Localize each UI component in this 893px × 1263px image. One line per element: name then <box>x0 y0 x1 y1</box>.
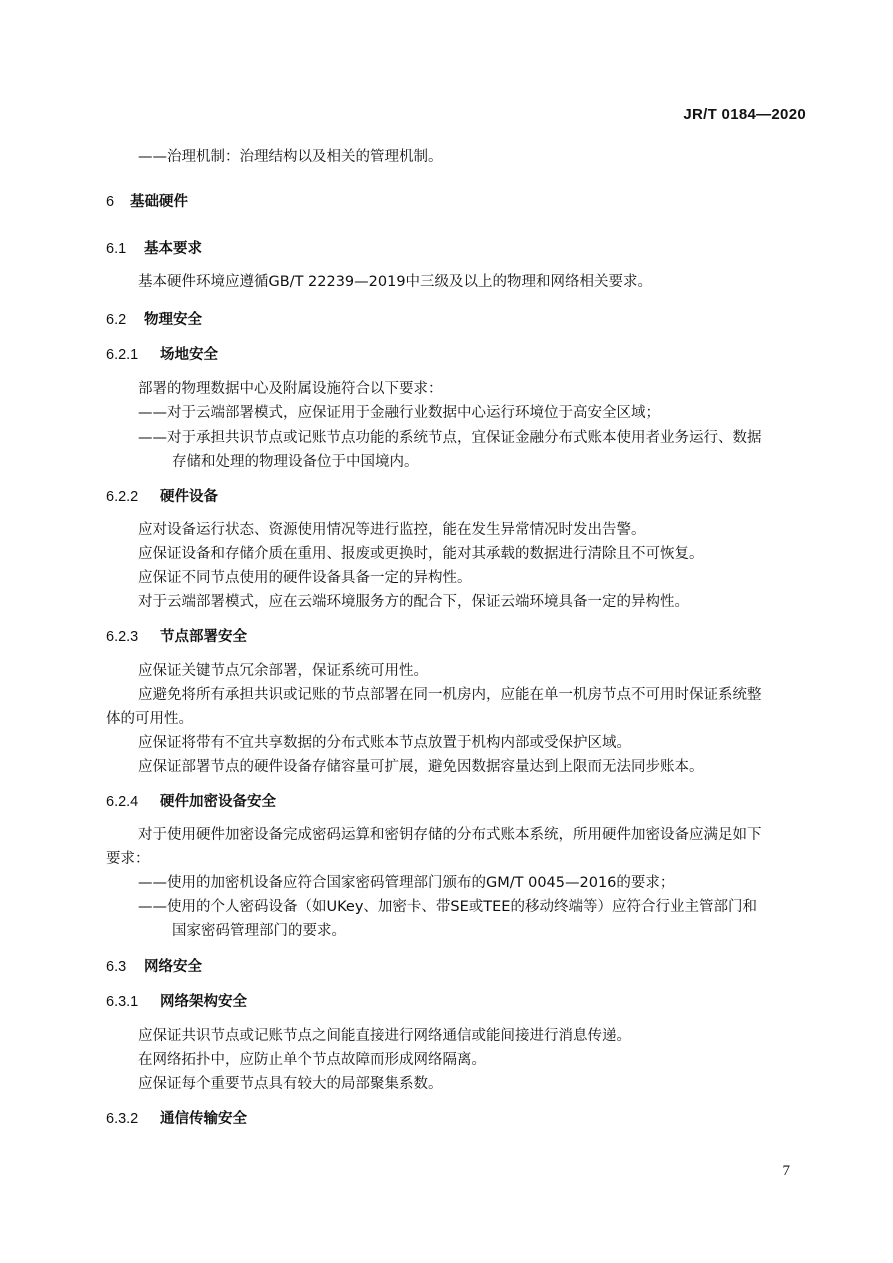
section-heading-6-2-2 <box>106 490 218 505</box>
list-item: ——使用的加密机设备应符合国家密码管理部门颁布的GM/T 0045—2016的要求； <box>138 875 675 891</box>
section-number: 6.2.3 <box>106 629 139 645</box>
paragraph: 在网络拓扑中，应防止单个节点故障而形成网络隔离。 <box>138 1052 486 1068</box>
paragraph: 对于云端部署模式，应在云端环境服务方的配合下，保证云端环境具备一定的异构性。 <box>138 594 689 610</box>
section-number: 6.2 <box>106 312 127 328</box>
section-heading-6-2 <box>106 313 202 328</box>
section-heading-6-1 <box>106 242 202 257</box>
standard-number: JR/T 0184—2020 <box>683 106 806 123</box>
paragraph: 应保证部署节点的硬件设备存储容量可扩展，避免因数据容量达到上限而无法同步账本。 <box>138 759 704 775</box>
section-title: 场地安全 <box>160 347 218 363</box>
section-number: 6.2.2 <box>106 489 139 505</box>
paragraph: 部署的物理数据中心及附属设施符合以下要求： <box>138 381 443 397</box>
section-heading-6-3-2 <box>106 1112 247 1127</box>
section-heading-6-2-3 <box>106 630 247 645</box>
section-title: 节点部署安全 <box>160 629 247 645</box>
section-number: 6 <box>106 194 115 210</box>
section-number: 6.3 <box>106 959 127 975</box>
section-title: 基础硬件 <box>130 194 188 210</box>
paragraph: 应避免将所有承担共识或记账的节点部署在同一机房内，应能在单一机房节点不可用时保证系统整 <box>138 687 762 703</box>
paragraph: 应对设备运行状态、资源使用情况等进行监控，能在发生异常情况时发出告警。 <box>138 522 646 538</box>
paragraph: 应保证共识节点或记账节点之间能直接进行网络通信或能间接进行消息传递。 <box>138 1028 631 1044</box>
section-heading-6-2-1 <box>106 348 218 363</box>
paragraph: 应保证每个重要节点具有较大的局部聚集系数。 <box>138 1076 443 1092</box>
section-number: 6.3.1 <box>106 994 139 1010</box>
paragraph: 应保证不同节点使用的硬件设备具备一定的异构性。 <box>138 570 472 586</box>
section-number: 6.3.2 <box>106 1111 139 1127</box>
section-title: 通信传输安全 <box>160 1111 247 1127</box>
section-number: 6.2.1 <box>106 347 139 363</box>
section-title: 硬件加密设备安全 <box>160 794 276 810</box>
paragraph: 应保证将带有不宜共享数据的分布式账本节点放置于机构内部或受保护区域。 <box>138 735 631 751</box>
section-title: 网络安全 <box>144 959 202 975</box>
paragraph: 应保证关键节点冗余部署，保证系统可用性。 <box>138 663 428 679</box>
section-heading-6 <box>106 195 188 210</box>
list-item-continuation: 国家密码管理部门的要求。 <box>172 923 346 939</box>
list-item: ——治理机制：治理结构以及相关的管理机制。 <box>138 149 443 165</box>
section-title: 物理安全 <box>144 312 202 328</box>
paragraph: 应保证设备和存储介质在重用、报废或更换时，能对其承载的数据进行清除且不可恢复。 <box>138 546 704 562</box>
paragraph: 基本硬件环境应遵循GB/T 22239—2019中三级及以上的物理和网络相关要求。 <box>138 274 653 290</box>
section-heading-6-3-1 <box>106 995 247 1010</box>
paragraph-continuation: 要求： <box>106 851 150 867</box>
list-item: ——对于云端部署模式，应保证用于金融行业数据中心运行环境位于高安全区域； <box>138 405 660 421</box>
section-heading-6-3 <box>106 960 202 975</box>
list-item: ——对于承担共识节点或记账节点功能的系统节点，宜保证金融分布式账本使用者业务运行、数据 <box>138 430 762 446</box>
list-item-continuation: 存储和处理的物理设备位于中国境内。 <box>172 454 419 470</box>
paragraph-continuation: 体的可用性。 <box>106 711 193 727</box>
section-heading-6-2-4 <box>106 795 276 810</box>
paragraph: 对于使用硬件加密设备完成密码运算和密钥存储的分布式账本系统，所用硬件加密设备应满足如下 <box>138 827 762 843</box>
section-title: 网络架构安全 <box>160 994 247 1010</box>
section-title: 硬件设备 <box>160 489 218 505</box>
section-title: 基本要求 <box>144 241 202 257</box>
section-number: 6.1 <box>106 241 127 257</box>
section-number: 6.2.4 <box>106 794 139 810</box>
page-number: 7 <box>782 1163 790 1179</box>
list-item: ——使用的个人密码设备（如UKey、加密卡、带SE或TEE的移动终端等）应符合行业主管部门和 <box>138 899 757 915</box>
